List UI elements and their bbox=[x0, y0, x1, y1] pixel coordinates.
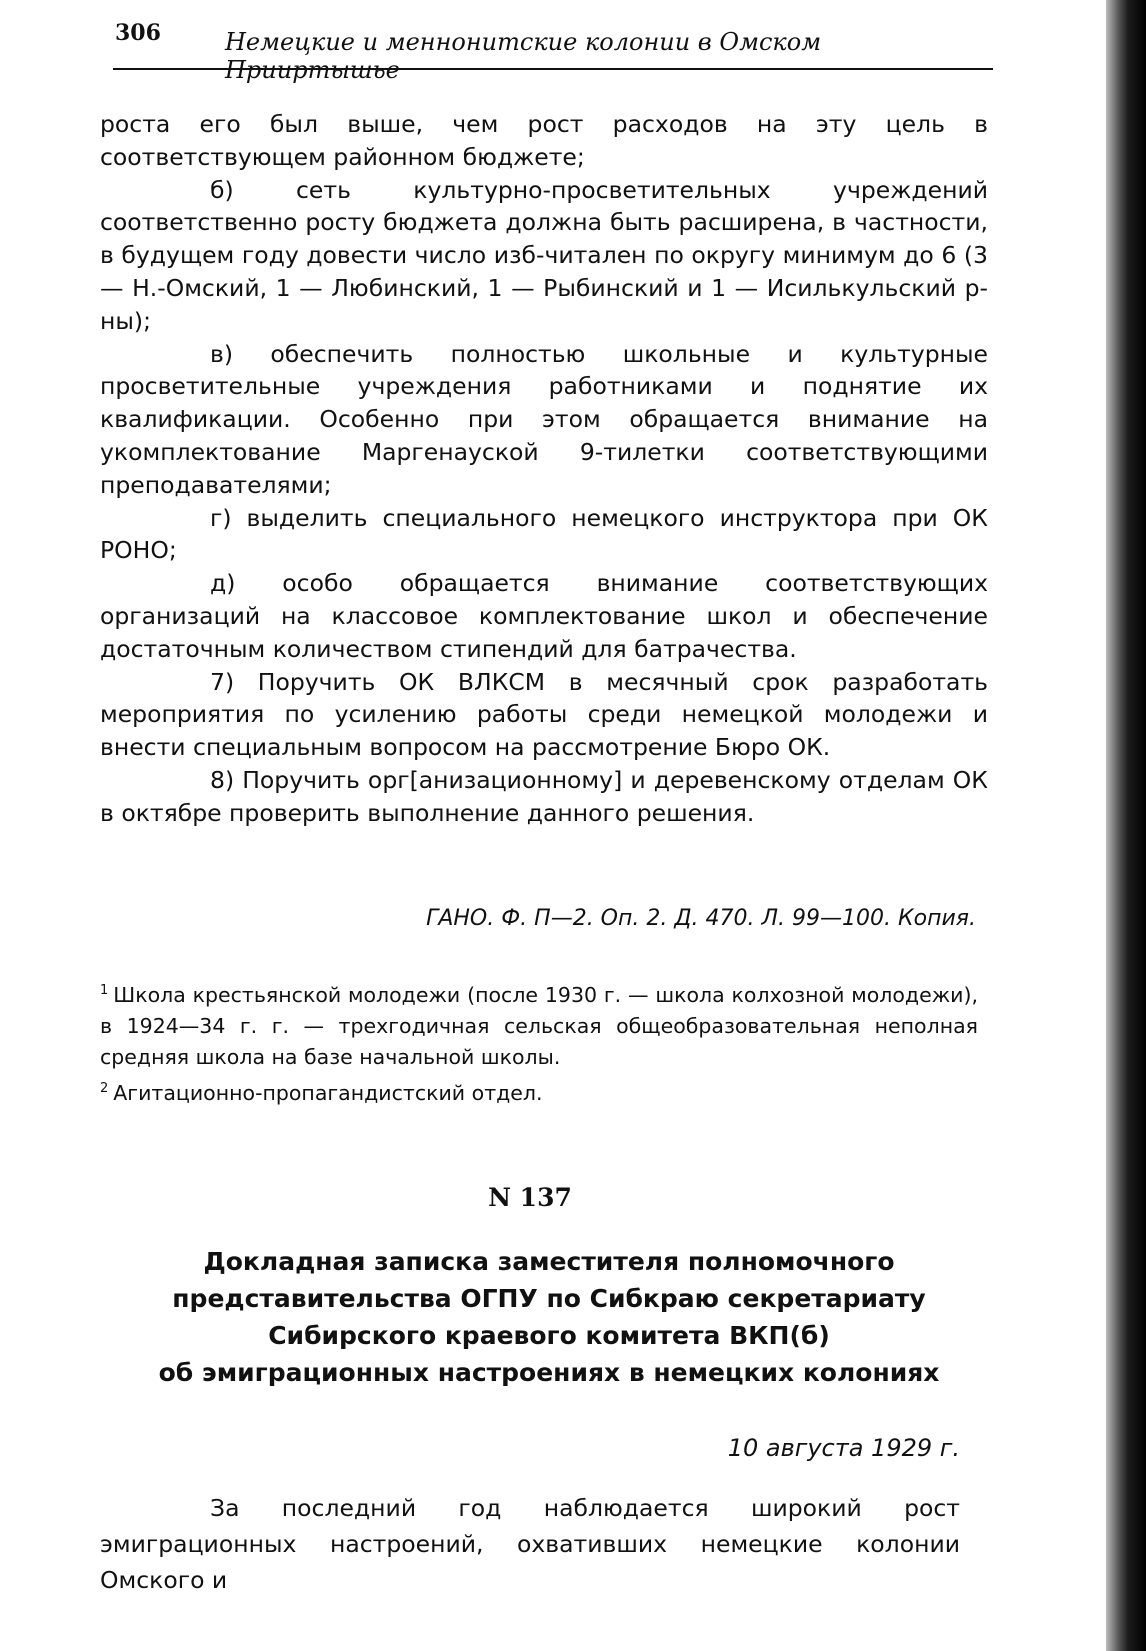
page-number: 306 bbox=[115, 20, 161, 46]
opening-paragraph: За последний год наблюдается широкий рост эмиграционных настроений, охвативших немецкие колонии Омского и bbox=[100, 1494, 960, 1594]
document-title bbox=[110, 1243, 988, 1391]
document-number: N 137 bbox=[488, 1183, 572, 1212]
footnote-mark: 2 bbox=[100, 1080, 109, 1096]
document-title-line: об эмиграционных настроениях в немецких колониях bbox=[158, 1358, 940, 1387]
body-paragraph: роста его был выше, чем рост расходов на эту цель в соответствующем районном бюджете; bbox=[100, 110, 988, 171]
document-date: 10 августа 1929 г. bbox=[727, 1434, 960, 1462]
footnotes bbox=[100, 975, 978, 1109]
footnote bbox=[100, 975, 978, 1073]
body-paragraph: г) выделить специального немецкого инструктора при ОК РОНО; bbox=[100, 503, 988, 565]
body-paragraph: в) обеспечить полностью школьные и культурные просветительные учреждения работниками и поднятие их квалификации. Особенно при этом обращается внимание на укомплектование Маргенауской 9-тилетки соответствующими преподавателями; bbox=[100, 339, 988, 499]
body-paragraph: 8) Поручить орг[анизационному] и деревенскому отделам ОК в октябре проверить выполнение данного решения. bbox=[100, 765, 988, 827]
footnote-text: Школа крестьянской молодежи (после 1930 г. — школа колхозной молодежи), в 1924—34 г. г. — трехгодичная сельская общеобразовательная неполная средняя школа на базе начальной школы. bbox=[100, 982, 978, 1069]
running-title: Немецкие и меннонитские колонии в Омском Прииртышье bbox=[225, 28, 822, 84]
document-title-line: представительства ОГПУ по Сибкраю секретариату bbox=[172, 1284, 926, 1313]
body-paragraph: д) особо обращается внимание соответствующих организаций на классовое комплектование школ и обеспечение достаточным количеством стипендий для батрачества. bbox=[100, 569, 988, 663]
archive-source-reference: ГАНО. Ф. П—2. Оп. 2. Д. 470. Л. 99—100. Копия. bbox=[426, 906, 976, 931]
footnote-text: Агитационно-пропагандистский отдел. bbox=[113, 1080, 543, 1105]
document-title-line: Сибирского краевого комитета ВКП(б) bbox=[268, 1321, 830, 1350]
page-header bbox=[113, 16, 993, 84]
document-title-line: Докладная записка заместителя полномочного bbox=[203, 1247, 895, 1276]
body-text bbox=[100, 108, 988, 830]
body-paragraph: 7) Поручить ОК ВЛКСМ в месячный срок разработать мероприятия по усилению работы среди немецкой молодежи и внести специальным вопросом на рассмотрение Бюро ОК. bbox=[100, 667, 988, 762]
document-opening bbox=[100, 1490, 960, 1598]
footnote-mark: 1 bbox=[100, 983, 109, 998]
body-paragraph: б) сеть культурно-просветительных учреждений соответственно росту бюджета должна быть расширена, в частности, в будущем году довести число изб-читален по округу минимум до 6 (3 — Н.-Омский, 1 — Любинский, 1 — Рыбинский и 1 — Исилькульский р-ны); bbox=[100, 175, 988, 335]
book-spine-shadow bbox=[1106, 0, 1146, 1651]
footnote bbox=[100, 1073, 978, 1109]
